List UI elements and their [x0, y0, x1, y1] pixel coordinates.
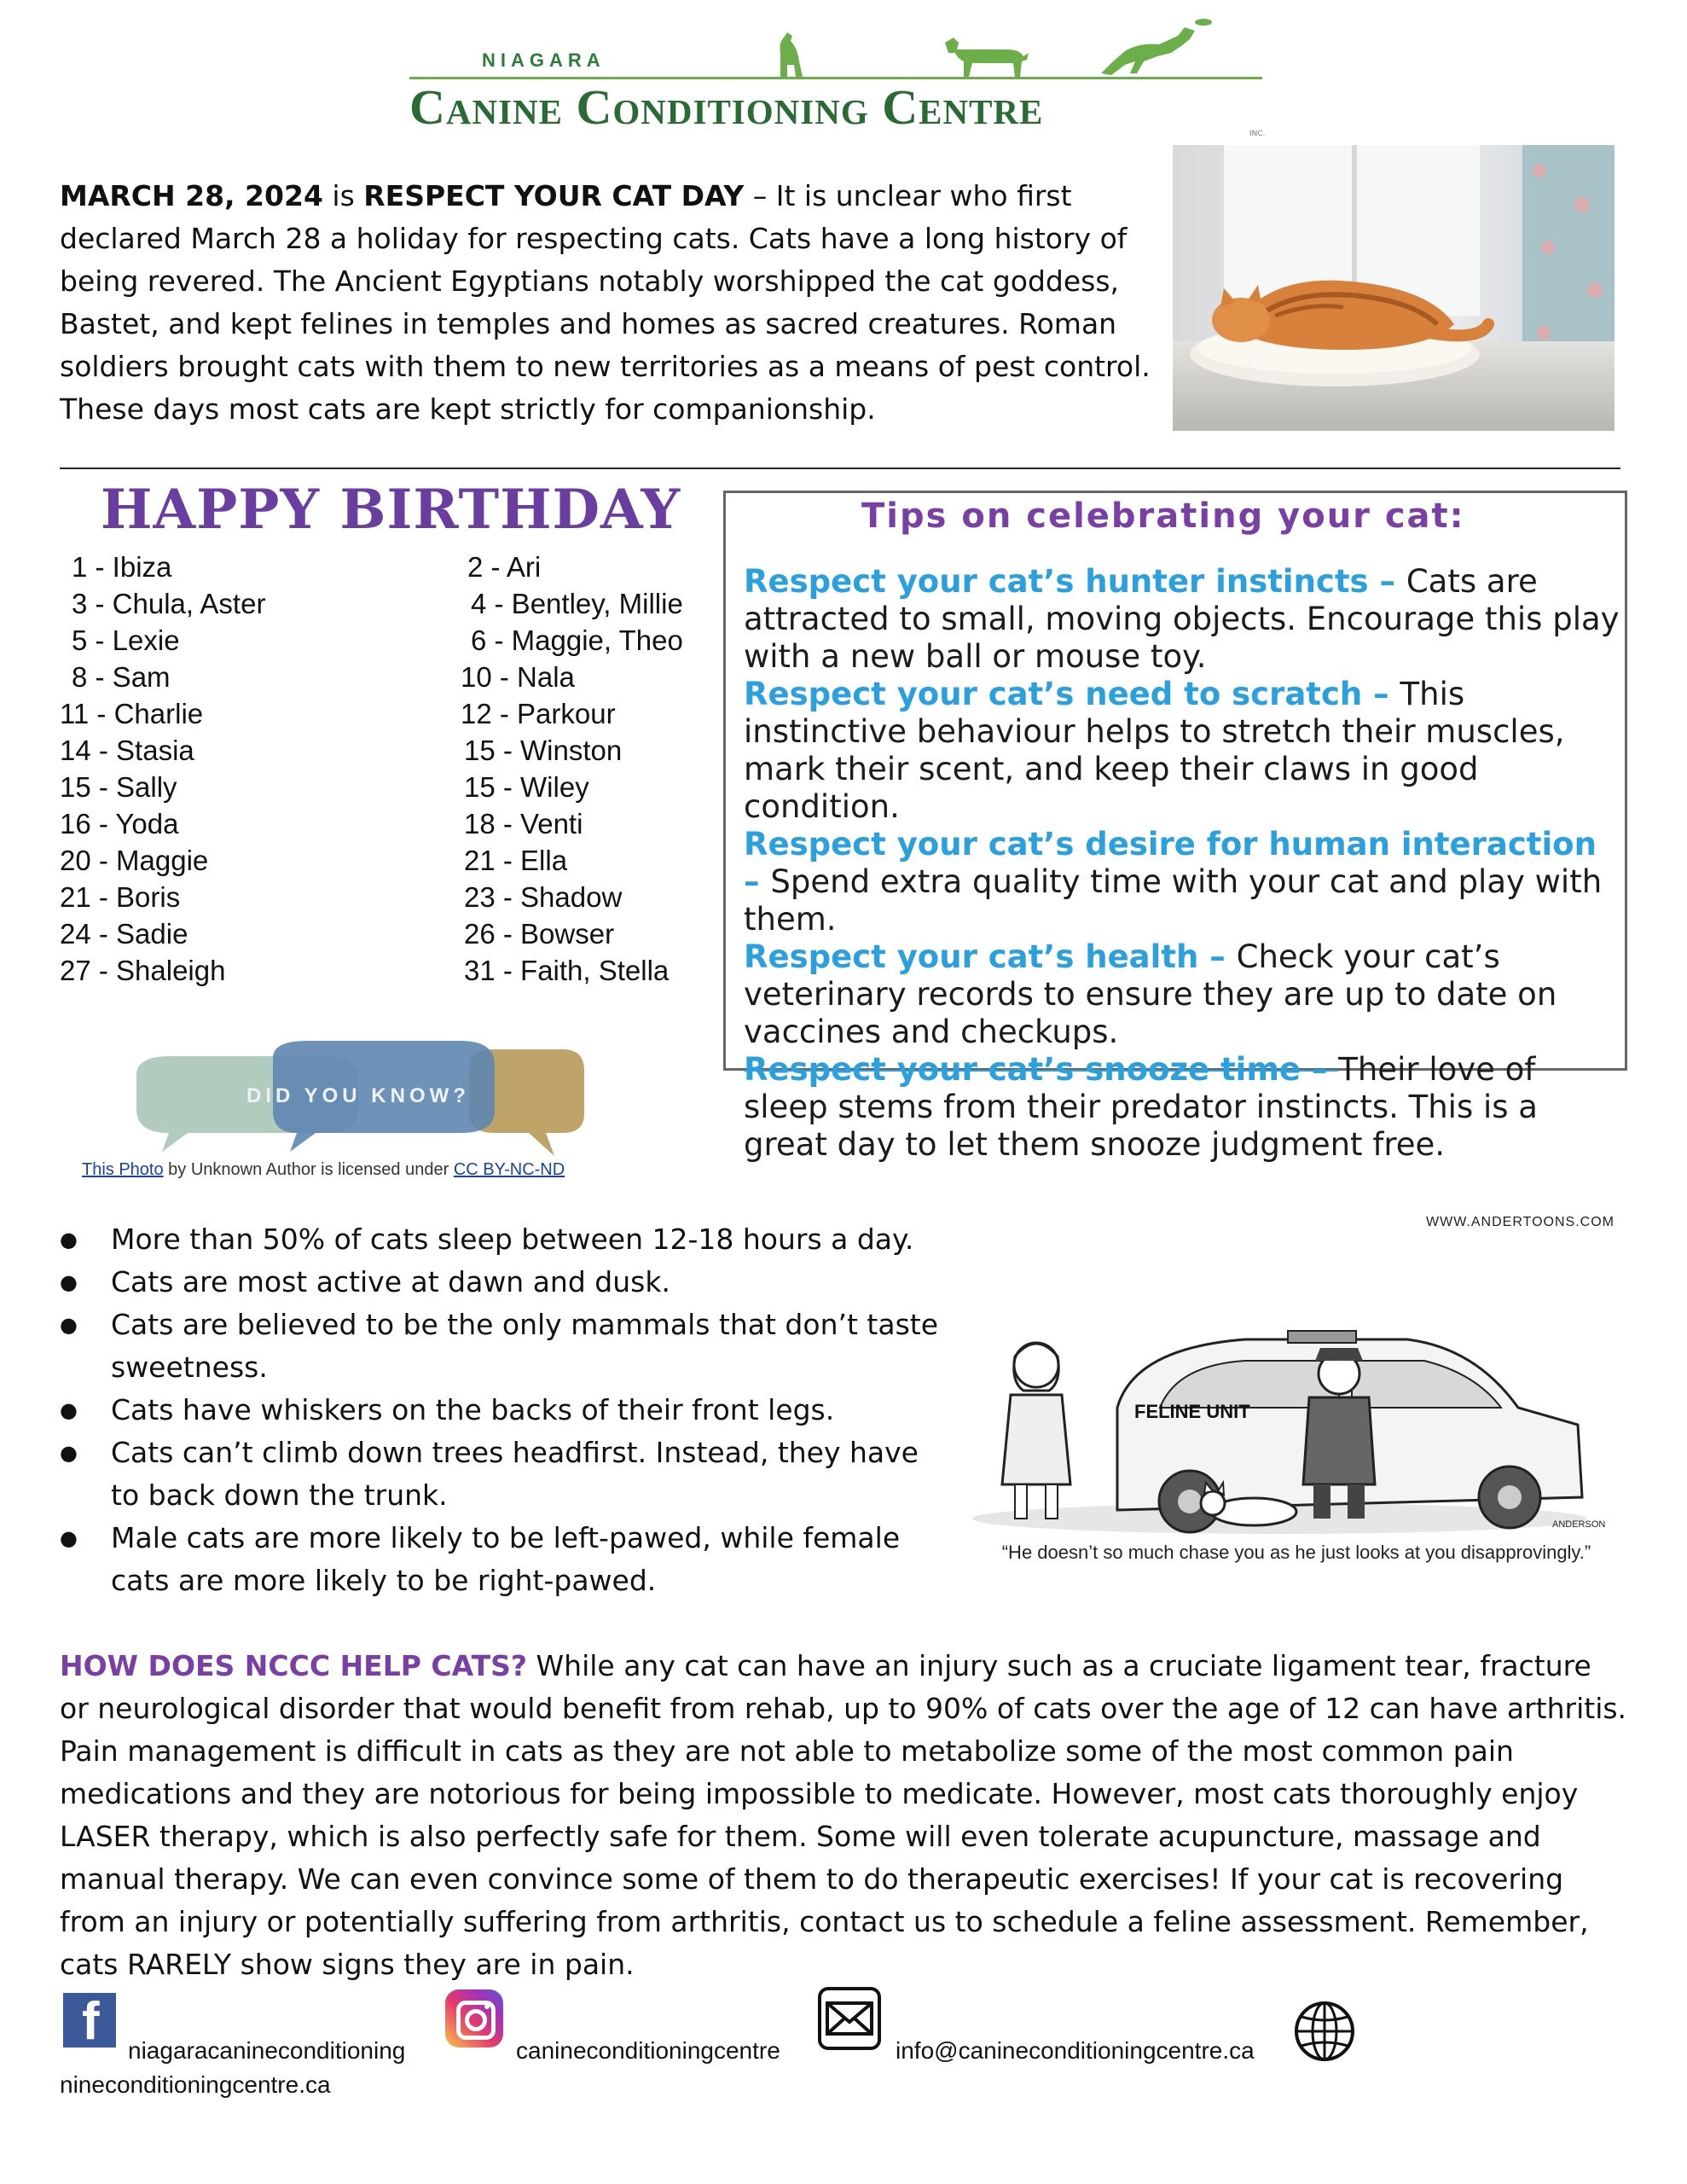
- birthday-entry: 1 - Ibiza: [72, 551, 172, 583]
- tip-heading: Respect your cat’s snooze time –: [744, 1051, 1339, 1088]
- nccc-question: HOW DOES NCCC HELP CATS?: [60, 1649, 528, 1682]
- nccc-paragraph: [60, 1645, 1629, 1986]
- intro-holiday: RESPECT YOUR CAT DAY: [363, 179, 745, 212]
- birthday-entry: 24 - Sadie: [60, 918, 188, 950]
- instagram-handle[interactable]: canineconditioningcentre: [516, 2037, 780, 2064]
- jumping-dog-icon: [1096, 14, 1215, 78]
- birthday-entry: 21 - Ella: [464, 845, 568, 876]
- facebook-handle[interactable]: niagaracanineconditioning: [128, 2037, 406, 2064]
- tip-heading: Respect your cat’s health –: [744, 938, 1237, 975]
- logo-title: Canine Conditioning Centre: [409, 79, 1044, 135]
- tip-heading: Respect your cat’s desire for human interaction –: [744, 826, 1597, 900]
- feline-unit-cartoon: [964, 1314, 1606, 1540]
- cartoon-signature: ANDERSON: [1552, 1519, 1606, 1530]
- fact-item: ● Cats are believed to be the only mammals that don’t taste sweetness.: [60, 1304, 947, 1389]
- birthday-entry: 12 - Parkour: [461, 698, 616, 729]
- birthday-entry: 23 - Shadow: [464, 881, 623, 913]
- tip-text: Check your cat’s veterinary records to ensure they are up to date on vaccines and checkups.: [744, 938, 1557, 1050]
- birthday-entry: 10 - Nala: [461, 661, 575, 693]
- sleeping-cat-photo: [1173, 145, 1615, 431]
- tip-item: [744, 1051, 1622, 1164]
- birthday-entry: 6 - Maggie, Theo: [471, 624, 683, 656]
- birthday-entry: 18 - Venti: [464, 808, 583, 839]
- email-icon[interactable]: [817, 1986, 882, 2051]
- fact-item: ● More than 50% of cats sleep between 12-18 hours a day.: [60, 1218, 947, 1261]
- tips-title: Tips on celebrating your cat:: [861, 497, 1465, 536]
- birthday-entry: 31 - Faith, Stella: [464, 955, 670, 986]
- nccc-text: While any cat can have an injury such as a cruciate ligament tear, fracture or neurological disorder that would benefit from rehab, up to 90% of cats over the age of 12 can have arthritis. Pain management is difficult in cats as they are not able to metabolize some of the most common pain medications and they are notorious for being impossible to medicate. However, most cats thoroughly enjoy LASER therapy, which is also perfectly safe for them. Some will even tolerate acupuncture, massage and manual therapy. We can even convince some of them to do therapeutic exercises! If your cat is recovering from an injury or potentially suffering from arthritis, contact us to schedule a feline assessment. Remember, cats RARELY show signs they are in pain.: [60, 1649, 1627, 1981]
- photo-credit: [82, 1160, 636, 1179]
- birthday-entry: 15 - Wiley: [464, 771, 589, 803]
- birthday-entry: 3 - Chula, Aster: [72, 588, 266, 619]
- tip-text: This instinctive behaviour helps to stretch their muscles, mark their scent, and keep their claws in good condition.: [744, 676, 1565, 825]
- intro-paragraph: [60, 175, 1160, 431]
- fact-item: ● Cats are most active at dawn and dusk.: [60, 1261, 947, 1304]
- birthday-title: HAPPY BIRTHDAY: [101, 478, 681, 542]
- birthday-entry: 15 - Winston: [464, 735, 623, 766]
- birthday-entry: 11 - Charlie: [60, 698, 204, 729]
- car-label: FELINE UNIT: [1134, 1401, 1250, 1422]
- birthday-entry: 26 - Bowser: [464, 918, 615, 950]
- cartoon-caption: “He doesn’t so much chase you as he just looks at you disapprovingly.”: [1001, 1542, 1591, 1563]
- tip-text: Cats are attracted to small, moving objects. Encourage this play with a new ball or mouse toy.: [744, 563, 1620, 675]
- birthday-entry: 4 - Bentley, Millie: [471, 588, 683, 619]
- tip-heading: Respect your cat’s hunter instincts –: [744, 563, 1406, 600]
- section-divider: [60, 468, 1620, 469]
- logo: [409, 19, 1271, 138]
- logo-inc: INC.: [1249, 130, 1266, 138]
- did-you-know-graphic: [119, 1041, 593, 1173]
- tip-item: [744, 676, 1622, 826]
- cat-facts-list: [60, 1218, 947, 1602]
- birthday-entry: 14 - Stasia: [60, 735, 194, 766]
- facebook-icon[interactable]: f: [63, 1993, 116, 2048]
- instagram-icon[interactable]: [445, 1989, 503, 2048]
- birthday-entry: 8 - Sam: [72, 661, 171, 693]
- intro-date: MARCH 28, 2024: [60, 179, 323, 212]
- did-you-know-text: DID YOU KNOW?: [246, 1084, 470, 1107]
- birthday-entry: 21 - Boris: [60, 881, 181, 913]
- birthday-entry: 20 - Maggie: [60, 845, 209, 876]
- birthday-entry: 27 - Shaleigh: [60, 955, 226, 986]
- tip-heading: Respect your cat’s need to scratch –: [744, 676, 1400, 712]
- intro-is: is: [322, 179, 364, 212]
- fact-item: ● Male cats are more likely to be left-pawed, while female cats are more likely to be right-pawed.: [60, 1517, 947, 1602]
- email-address[interactable]: info@canineconditioningcentre.ca: [896, 2037, 1255, 2064]
- birthday-entry: 5 - Lexie: [72, 624, 180, 656]
- birthday-entry: 16 - Yoda: [60, 808, 179, 839]
- website-link[interactable]: nineconditioningcentre.ca: [60, 2071, 331, 2098]
- sitting-dog-icon: [763, 27, 815, 78]
- birthday-entry: 15 - Sally: [60, 771, 177, 803]
- tip-item: [744, 938, 1622, 1051]
- intro-text: – It is unclear who first declared March 28 a holiday for respecting cats. Cats have a long history of being revered. The Ancient Egyptians notably worshipped the cat goddess, Bastet, and kept felines in temples and homes as sacred creatures. Roman soldiers brought cats with them to new territories as a means of pest control. These days most cats are kept strictly for companionship.: [60, 179, 1151, 426]
- standing-dog-icon: [938, 34, 1032, 78]
- tip-item: [744, 826, 1622, 938]
- tips-list: [744, 563, 1622, 1164]
- license-link[interactable]: CC BY-NC-ND: [453, 1160, 565, 1179]
- photo-credit-text: by Unknown Author is licensed under: [163, 1160, 454, 1179]
- birthday-entry: 2 - Ari: [467, 551, 542, 583]
- photo-credit-link[interactable]: This Photo: [82, 1160, 164, 1179]
- logo-niagara: NIAGARA: [482, 49, 606, 71]
- andertoons-credit: WWW.ANDERTOONS.COM: [1426, 1215, 1615, 1229]
- tip-item: [744, 563, 1622, 676]
- fact-item: ● Cats have whiskers on the backs of their front legs.: [60, 1389, 947, 1432]
- fact-item: ● Cats can’t climb down trees headfirst. Instead, they have to back down the trunk.: [60, 1432, 947, 1517]
- tip-text: Their love of sleep stems from their predator instincts. This is a great day to let them snooze judgment free.: [744, 1051, 1538, 1163]
- tip-text: Spend extra quality time with your cat and play with them.: [744, 863, 1603, 938]
- globe-icon[interactable]: [1293, 2000, 1356, 2063]
